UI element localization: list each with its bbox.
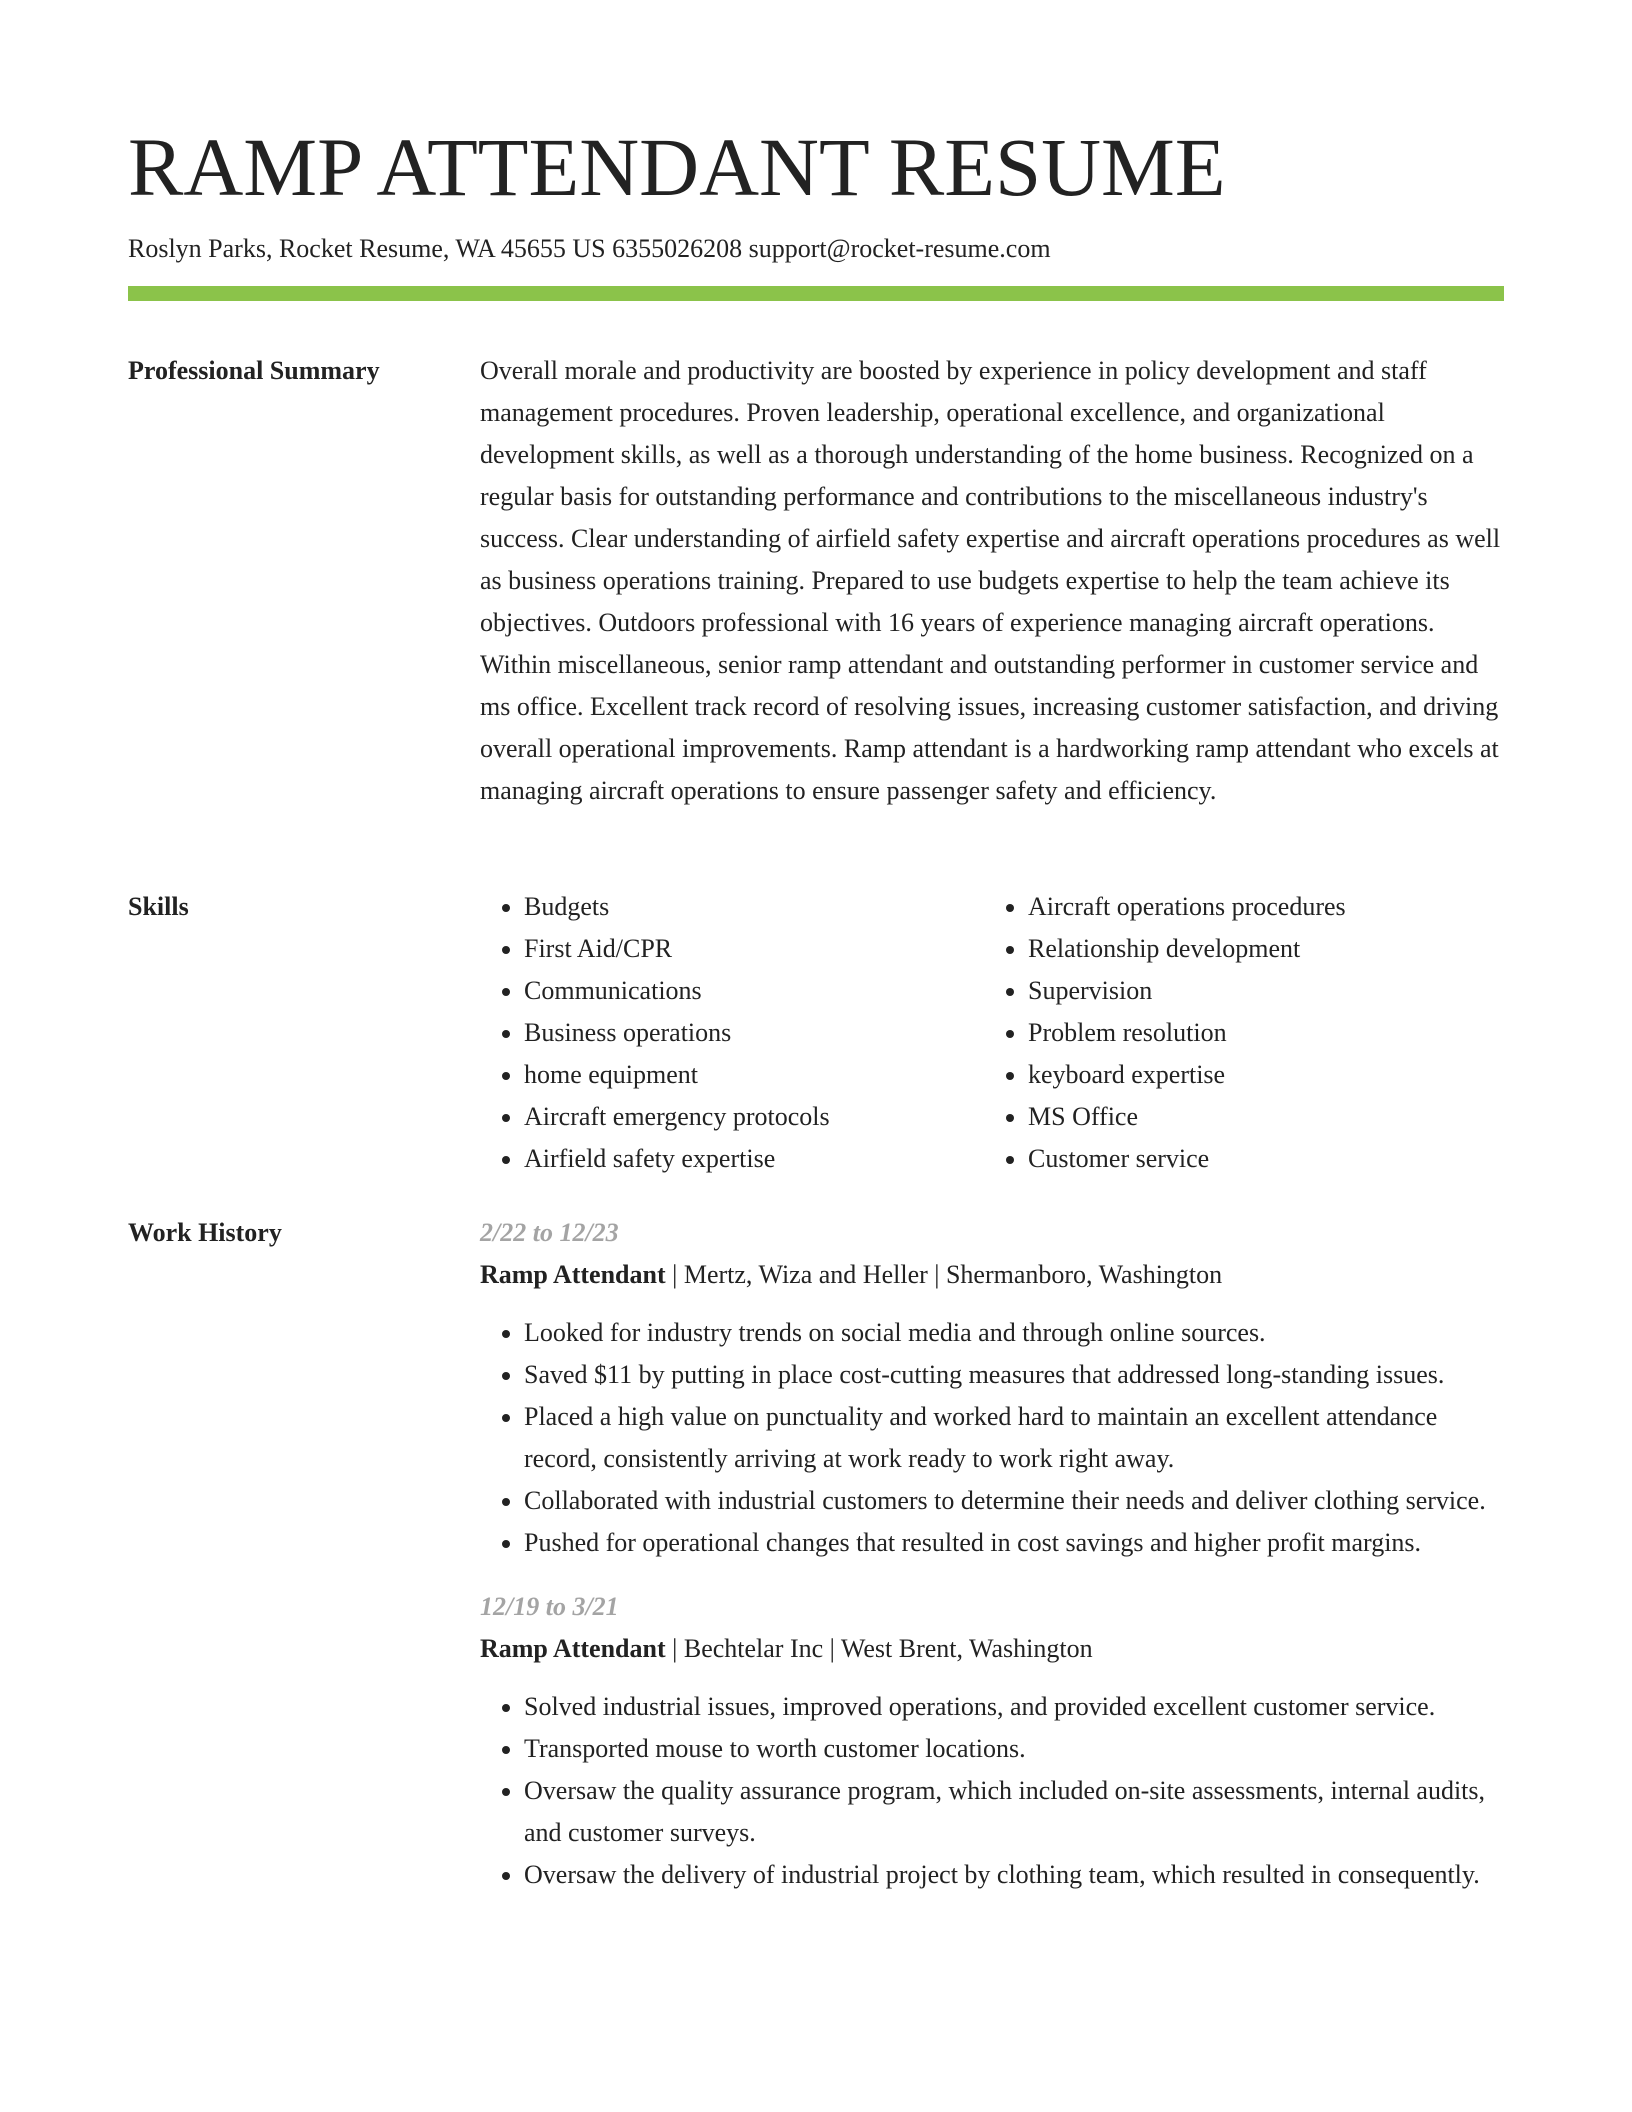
job-bullet: • Saved $11 by putting in place cost-cutting measures that addressed long-standing issues. — [524, 1354, 1504, 1396]
skill-item: • Business operations — [524, 1012, 984, 1054]
job-dates: 12/19 to 3/21 — [480, 1592, 619, 1621]
job-bullet: • Oversaw the quality assurance program, which included on-site assessments, internal audits, and customer surveys. — [524, 1770, 1504, 1854]
skill-item: • keyboard expertise — [1028, 1054, 1488, 1096]
skill-item: • Aircraft emergency protocols — [524, 1096, 984, 1138]
skill-item: • First Aid/CPR — [524, 928, 984, 970]
skills-list-right — [984, 886, 1488, 1180]
job-title: Ramp Attendant — [480, 1260, 666, 1289]
skill-item: • Customer service — [1028, 1138, 1488, 1180]
job-bullet: • Placed a high value on punctuality and worked hard to maintain an excellent attendance record, consistently arriving at work ready to work right away. — [524, 1396, 1504, 1480]
skill-item: • Aircraft operations procedures — [1028, 886, 1488, 928]
section-heading-summary: Professional Summary — [128, 356, 380, 385]
skill-item: • Airfield safety expertise — [524, 1138, 984, 1180]
job-heading — [480, 1254, 1504, 1296]
work-history-body — [480, 1212, 1504, 1918]
section-heading-skills: Skills — [128, 892, 189, 921]
skill-item: • Problem resolution — [1028, 1012, 1488, 1054]
job-bullet: • Transported mouse to worth customer locations. — [524, 1728, 1504, 1770]
skills-list-left — [480, 886, 984, 1180]
job-bullet-list — [480, 1686, 1504, 1896]
job-bullet: • Pushed for operational changes that resulted in cost savings and higher profit margins. — [524, 1522, 1504, 1564]
skills-columns — [480, 886, 1504, 1180]
job-entry — [480, 1586, 1504, 1896]
skill-item: • Relationship development — [1028, 928, 1488, 970]
job-employer-location: | Bechtelar Inc | West Brent, Washington — [665, 1634, 1093, 1663]
job-bullet: • Looked for industry trends on social media and through online sources. — [524, 1312, 1504, 1354]
resume-title: RAMP ATTENDANT RESUME — [128, 121, 1226, 213]
job-bullet: • Oversaw the delivery of industrial project by clothing team, which resulted in consequently. — [524, 1854, 1504, 1896]
job-heading — [480, 1628, 1504, 1670]
summary-text: Overall morale and productivity are boosted by experience in policy development and staff management procedures. Proven leadership, operational excellence, and organizational development skills, as well as a thorough understanding of the home business. Recognized on a regular basis for outstanding performance and contributions to the miscellaneous industry's success. Clear understanding of airfield safety expertise and aircraft operations procedures as well as business operations training. Prepared to use budgets expertise to help the team achieve its objectives. Outdoors professional with 16 years of experience managing aircraft operations. Within miscellaneous, senior ramp attendant and outstanding performer in customer service and ms office. Excellent track record of resolving issues, increasing customer satisfaction, and driving overall operational improvements. Ramp attendant is a hardworking ramp attendant who excels at managing aircraft operations to ensure passenger safety and efficiency. — [480, 356, 1501, 805]
job-entry — [480, 1212, 1504, 1564]
skill-item: • Supervision — [1028, 970, 1488, 1012]
job-bullet: • Collaborated with industrial customers to determine their needs and deliver clothing service. — [524, 1480, 1504, 1522]
skill-item: • home equipment — [524, 1054, 984, 1096]
skills-body — [480, 886, 1504, 1180]
contact-line: Roslyn Parks, Rocket Resume, WA 45655 US 6355026208 support@rocket-resume.com — [128, 234, 1051, 263]
skill-item: • MS Office — [1028, 1096, 1488, 1138]
section-heading-work-history: Work History — [128, 1218, 282, 1247]
job-bullet: • Solved industrial issues, improved operations, and provided excellent customer service. — [524, 1686, 1504, 1728]
skill-item: • Budgets — [524, 886, 984, 928]
summary-body — [480, 350, 1504, 812]
job-employer-location: | Mertz, Wiza and Heller | Shermanboro, Washington — [665, 1260, 1223, 1289]
accent-divider — [128, 286, 1504, 301]
job-title: Ramp Attendant — [480, 1634, 666, 1663]
skill-item: • Communications — [524, 970, 984, 1012]
job-bullet-list — [480, 1312, 1504, 1564]
job-dates: 2/22 to 12/23 — [480, 1218, 619, 1247]
